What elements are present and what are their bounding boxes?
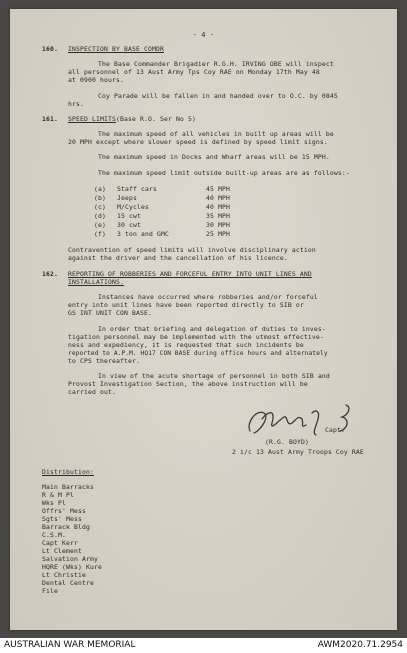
item-162-para3-line: carried out.	[68, 388, 116, 396]
distribution-item: Dental Centre	[42, 579, 94, 587]
distribution-item: HQRE (Wks) Kure	[42, 563, 102, 571]
item-162-para2-line: to CPS thereafter.	[68, 357, 140, 365]
item-162-para2-line: reported to A.P.M. HQ17 CON BASE during office hours and alternately	[68, 350, 328, 357]
footer-institution: AUSTRALIAN WAR MEMORIAL	[4, 640, 136, 650]
item-162-para3-line: Provost Investigation Section, the above instruction will be	[68, 380, 308, 388]
speed-row-vehicle: Jeeps	[117, 194, 137, 202]
item-161-closing: Contravention of speed limits will involve disciplinary action	[68, 246, 316, 254]
distribution-item: C.S.M.	[42, 531, 66, 539]
item-162-para2-line: tigation personnel may be implemented with the utmost effective-	[68, 333, 324, 341]
item-160-line: all personnel of 13 Aust Army Tps Coy RAE on Monday 17th May 48	[68, 68, 320, 76]
speed-row-letter: (d)	[94, 212, 106, 220]
item-160-number: 160.	[42, 45, 58, 53]
item-160-heading: INSPECTION BY BASE COMDR	[68, 45, 164, 53]
distribution-item: Main Barracks	[42, 483, 94, 491]
speed-row-speed: 40 MPH	[206, 203, 230, 211]
speed-row-vehicle: 3 ton and GMC	[117, 230, 169, 238]
item-162-para1-line: entry into unit lines have been reported directly to SIB or	[68, 301, 304, 309]
distribution-item: File	[42, 587, 58, 595]
speed-row-vehicle: 30 cwt	[117, 221, 141, 229]
speed-row-letter: (c)	[94, 203, 106, 211]
archive-footer	[0, 638, 407, 653]
footer-accession-number: AWM2020.71.2954	[317, 640, 403, 650]
distribution-item: Sgts' Mess	[42, 515, 82, 523]
speed-row-speed: 30 MPH	[206, 221, 230, 229]
distribution-item: Offrs' Mess	[42, 507, 86, 515]
item-161-line: The maximum speed in Docks and Wharf areas will be 15 MPH.	[98, 153, 330, 161]
item-161-line: The maximum speed of all vehicles in built up areas will be	[98, 130, 334, 138]
distribution-item: R & M Pl	[42, 491, 74, 499]
speed-row-letter: (a)	[94, 185, 106, 193]
item-161-closing: against the driver and the cancellation of his licence.	[68, 254, 288, 262]
item-160-line: at 0900 hours.	[68, 76, 124, 84]
speed-row-speed: 45 MPH	[206, 185, 230, 193]
item-161-line: 20 MPH except where slower speed is defined by speed limit signs.	[68, 138, 328, 146]
item-162-para3-line: In view of the acute shortage of personnel in both SIB and	[98, 372, 330, 380]
signature-appointment: 2 i/c 13 Aust Army Troops Coy RAE	[232, 448, 364, 456]
signature-name: (R.G. BOYD)	[265, 438, 309, 446]
distribution-item: Salvation Army	[42, 555, 98, 563]
speed-row-vehicle: Staff cars	[117, 185, 157, 193]
speed-row-letter: (e)	[94, 221, 106, 229]
speed-row-speed: 25 MPH	[206, 230, 230, 238]
item-162-heading: REPORTING OF ROBBERIES AND FORCEFUL ENTRY INTO UNIT LINES AND	[68, 270, 312, 278]
item-162-para1-line: GS INT UNIT CON BASE.	[68, 309, 152, 317]
item-161-line: The maximum speed limit outside built-up areas are as follows:-	[98, 169, 350, 177]
speed-row-vehicle: 15 cwt	[117, 212, 141, 220]
item-162-para2-line: ness and expediency, it is requested that such incidents be	[68, 341, 304, 349]
distribution-item: Barrack Bldg	[42, 523, 90, 531]
distribution-item: Capt Kerr	[42, 539, 78, 547]
speed-row-speed: 35 MPH	[206, 212, 230, 220]
item-162-heading: INSTALLATIONS.	[68, 278, 124, 286]
speed-row-vehicle: M/Cycles	[117, 203, 149, 211]
item-161-heading: SPEED LIMITS	[68, 115, 116, 123]
speed-row-letter: (f)	[94, 230, 106, 238]
item-160-line: The Base Commander Brigadier R.G.H. IRVING OBE will inspect	[98, 60, 334, 68]
distribution-item: Wks Pl	[42, 499, 66, 507]
document-page	[10, 9, 397, 630]
signature-rank: Capt.	[325, 426, 345, 434]
speed-row-letter: (b)	[94, 194, 106, 202]
item-161-number: 161.	[42, 115, 58, 123]
page-number: - 4 -	[192, 31, 215, 39]
distribution-heading: Distribution:	[42, 468, 94, 476]
item-162-para2-line: In order that briefing and delegation of duties to inves-	[98, 325, 326, 333]
item-162-para1-line: Instances have occurred where robberies and/or forceful	[98, 293, 318, 301]
item-162-number: 162.	[42, 270, 58, 278]
item-161-heading-ref: (Base R.O. Ser No 5)	[116, 115, 196, 123]
distribution-item: Lt Clement	[42, 547, 82, 555]
speed-row-speed: 40 MPH	[206, 194, 230, 202]
distribution-item: Lt Christie	[42, 571, 86, 579]
item-160-line: Coy Parade will be fallen in and handed over to O.C. by 0845	[98, 92, 338, 100]
item-160-line: hrs.	[68, 100, 84, 108]
